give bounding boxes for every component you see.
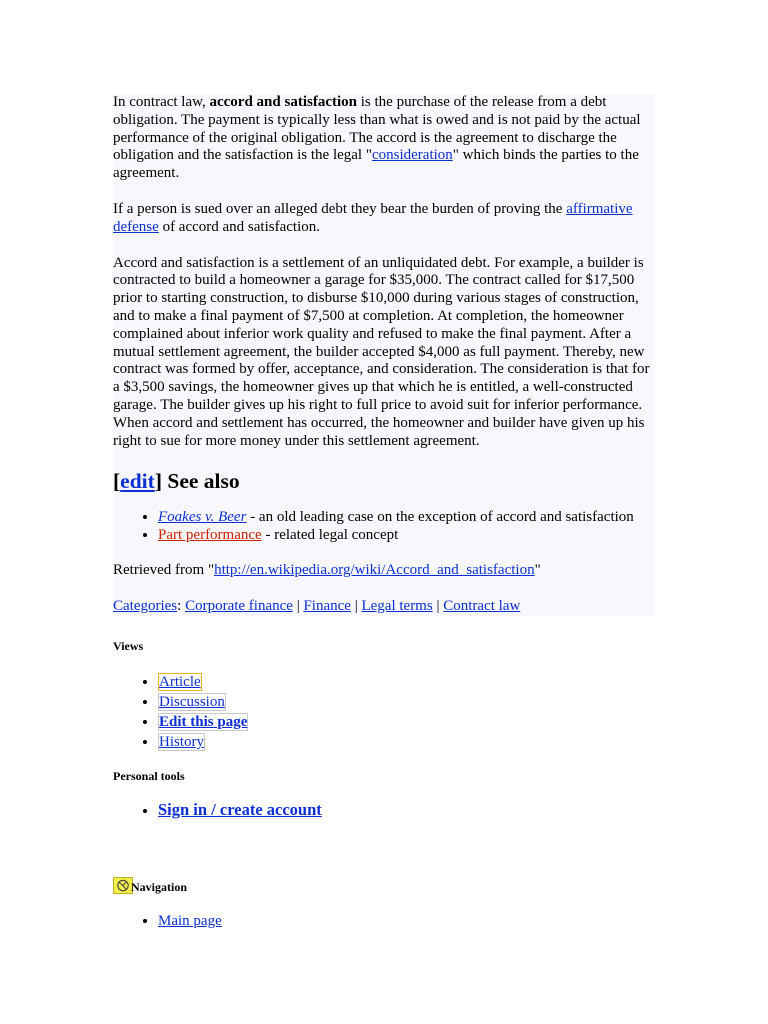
retrieved-quote: " [534,562,541,579]
views-heading: Views [113,639,144,653]
defense-text-2: of accord and satisfaction. [158,218,320,235]
affirmative-defense-link[interactable]: affirmative defense [113,200,633,235]
personal-tools-list [113,801,322,820]
list-item-desc: - related legal concept [261,527,399,544]
list-item [158,526,654,544]
list-item [158,801,322,820]
categories-colon: : [177,598,186,615]
sign-in-link[interactable]: Sign in / create account [158,800,322,819]
category-legal-terms[interactable]: Legal terms [361,598,433,615]
navigation-heading: Navigation [131,880,188,894]
bracket-open: [ [113,469,121,494]
list-item [158,712,248,732]
main-page-link[interactable]: Main page [158,913,222,929]
bracket-close: ] [154,469,162,494]
category-contract-law[interactable]: Contract law [443,598,521,615]
navigation-list [113,912,222,930]
views-portlet [113,672,248,752]
navigation-portlet [113,912,222,930]
personal-tools-heading: Personal tools [113,769,185,783]
article-subject: accord and satisfaction [209,94,357,110]
category-links [113,598,654,616]
intro-text-3: " which binds the parties to the agreement. [113,147,639,182]
personal-tools-portlet [113,801,322,820]
category-corporate-finance[interactable]: Corporate finance [185,598,293,615]
views-list [113,672,248,752]
consideration-link[interactable]: consideration [371,147,453,164]
list-item-desc: - an old leading case on the exception of accord and satisfaction [246,509,634,526]
puzzle-globe-icon [114,878,132,893]
foakes-v-beer-link[interactable]: Foakes v. Beer [158,509,247,526]
category-separator: | [292,598,304,615]
retrieved-label: Retrieved from " [113,562,215,579]
list-item [158,692,248,712]
intro-paragraph [113,94,654,183]
defense-text: If a person is sued over an alleged debt they bear the burden of proving the [113,200,567,217]
tab-history[interactable]: History [159,734,204,750]
defense-paragraph [113,201,654,237]
tab-article[interactable]: Article [159,674,201,690]
intro-text: In contract law, [113,94,210,110]
edit-section-link[interactable]: edit [120,469,155,494]
see-also-title: See also [161,469,240,494]
permanent-url-link[interactable]: http://en.wikipedia.org/wiki/Accord_and_satisfaction [214,562,535,579]
intro-text-2: is the purchase of the release from a debt obligation. The payment is typically less than what is owed and is not paid by the actual performance of the original obligation. The accord is the agreement to discharge the obligation and the satisfaction is the legal " [113,94,641,164]
article-content [113,94,654,616]
site-logo-icon[interactable] [113,877,133,894]
list-item [158,912,222,930]
example-paragraph: Accord and satisfaction is a settlement of an unliquidated debt. For example, a builder is contracted to build a homeowner a garage for $35,000. The contract called for $17,500 prior to starting construction, to disburse $10,000 during various stages of construction, and to make a final payment of $7,500 at completion. At completion, the homeowner complained about inferior work quality and refused to make the final payment. After a mutual settlement agreement, the builder accepted $4,000 as full payment. Thereby, new contract was formed by offer, acceptance, and consideration. The consideration is that for a $3,500 savings, the homeowner gives up that which he is entitled, a well-constructed garage. The builder gives up his right to full price to avoid suit for inferior performance. When accord and settlement has occurred, the homeowner and builder have given up his right to sue for more money under this settlement agreement. [113,254,650,449]
categories-link[interactable]: Categories [113,598,178,615]
list-item [158,732,248,752]
retrieved-from [113,562,654,580]
see-also-list [113,508,654,544]
list-item [158,672,248,692]
category-finance[interactable]: Finance [303,598,351,615]
category-separator: | [432,598,444,615]
list-item [158,508,654,526]
part-performance-link[interactable]: Part performance [158,527,262,544]
see-also-heading [113,468,654,494]
tab-discussion[interactable]: Discussion [159,694,225,710]
tab-edit-this-page[interactable]: Edit this page [159,714,248,730]
category-separator: | [350,598,362,615]
